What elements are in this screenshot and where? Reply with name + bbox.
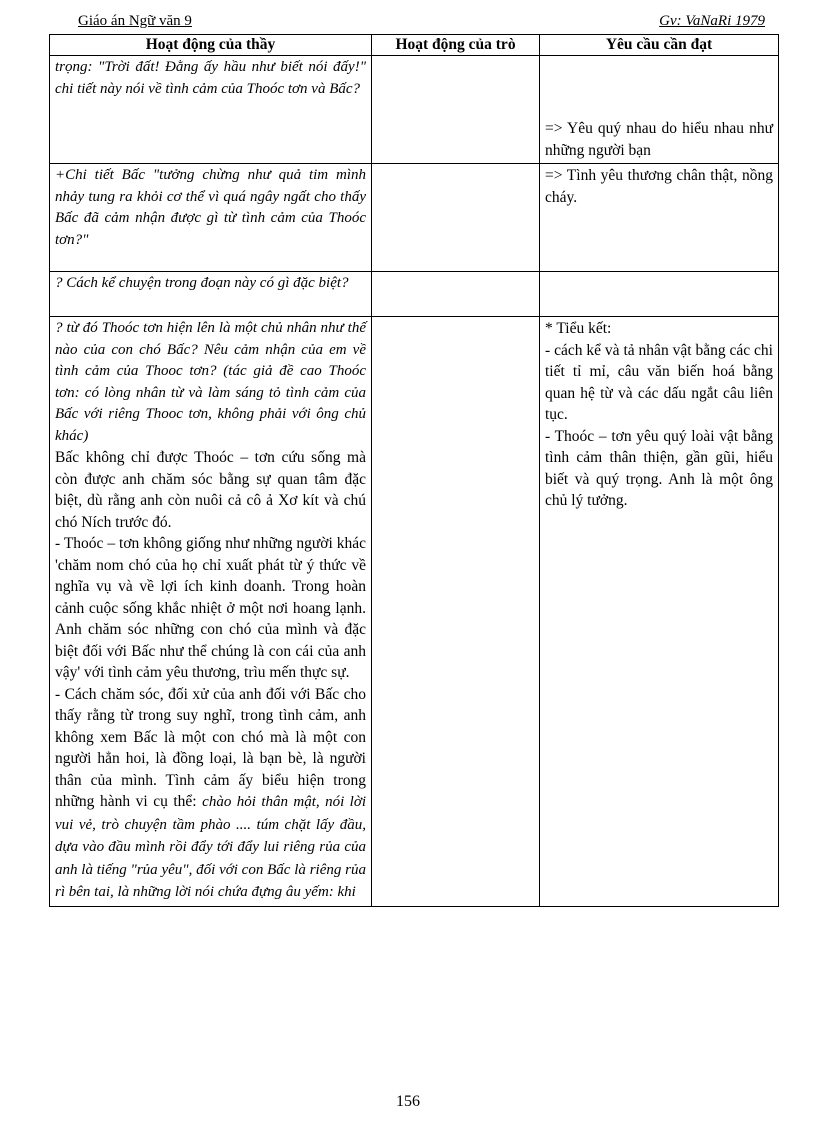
header-subject: Giáo án Ngữ văn 9: [78, 13, 192, 29]
table-row: [50, 317, 779, 907]
student-cell: [372, 164, 540, 272]
student-cell: [372, 317, 540, 907]
summary-point: - cách kể và tả nhân vật bằng các chi tiết tỉ mỉ, câu văn biến hoá bằng quan hệ từ và các dấu ngắt câu liên tục.: [545, 341, 773, 423]
requirement-cell: [540, 317, 779, 907]
table-row: [50, 272, 779, 317]
column-header-student: Hoạt động của trò: [372, 35, 540, 56]
teacher-text: ? Cách kể chuyện trong đoạn này có gì đặc biệt?: [55, 275, 349, 291]
teacher-paragraph: [55, 684, 366, 904]
requirement-text: => Yêu quý nhau do hiểu nhau như những người bạn: [545, 120, 773, 159]
teacher-cell: [50, 317, 372, 907]
page-header: [78, 13, 765, 33]
teacher-cell: [50, 272, 372, 317]
column-header-teacher: Hoạt động của thầy: [50, 35, 372, 56]
teacher-text: trọng: "Trời đất! Đằng ấy hầu như biết nói đấy!" chi tiết này nói về tình cảm của Thoóc tơn và Bấc?: [55, 59, 366, 97]
requirement-cell: [540, 272, 779, 317]
requirement-cell: [540, 56, 779, 164]
student-cell: [372, 272, 540, 317]
header-author: Gv: VaNaRi 1979: [659, 13, 765, 29]
summary-title: * Tiểu kết:: [545, 320, 612, 337]
teacher-paragraph: Bấc không chỉ được Thoóc – tơn cứu sống mà còn được anh chăm sóc bằng sự quan tâm đặc biệt, dù rằng anh còn nuôi cả cô ả Xơ kít và chú chó Ních trước đó.: [55, 449, 366, 531]
summary-point: - Thoóc – tơn yêu quý loài vật bằng tình cảm thân thiện, gần gũi, hiểu biết và quý trọng. Anh là một ông chủ lý tưởng.: [545, 427, 773, 509]
requirement-cell: [540, 164, 779, 272]
table-row: [50, 56, 779, 164]
table-row: [50, 164, 779, 272]
lesson-table: [49, 34, 779, 907]
requirement-text: => Tình yêu thương chân thật, nồng cháy.: [545, 167, 773, 206]
teacher-cell: [50, 56, 372, 164]
teacher-paragraph: - Thoóc – tơn không giống như những người khác 'chăm nom chó của họ chỉ xuất phát từ ý thức về nghĩa vụ và về lợi ích kinh doanh. Trong hoàn cảnh cuộc sống khắc nhiệt ở một nơi hoang lạnh. Anh chăm sóc những con chó của mình và đặc biệt đối với Bấc như thể chúng là con cái của anh vậy' với tình cảm yêu thương, trìu mến thực sự.: [55, 535, 366, 681]
teacher-paragraph-italic: chào hỏi thân mật, nói lời vui vẻ, trò chuyện tầm phào .... túm chặt lấy đầu, dựa vào đầu mình rồi đẩy tới đẩy lui riêng rủa của anh là tiếng "rủa yêu", đối với con Bấc là riêng rủa rì bên tai, là những lời nói chứa đựng âu yếm: khi: [55, 794, 366, 900]
teacher-cell: [50, 164, 372, 272]
teacher-question: ? từ đó Thoóc tơn hiện lên là một chủ nhân như thế nào của con chó Bấc? Nêu cảm nhận của em về tình cảm của Thooc tơn? (tác giả đề cao Thoóc tơn: có lòng nhân từ và làm sáng tỏ tình cảm của Bấc với riêng Thooc tơn, không phải với ông chủ khác): [55, 320, 366, 444]
table-header-row: [50, 35, 779, 56]
page-number: 156: [396, 1093, 420, 1110]
teacher-text: +Chi tiết Bấc "tưởng chừng như quả tim mình nhảy tung ra khỏi cơ thể vì quá ngây ngất cho thấy Bấc đã cảm nhận được gì từ tình cảm của Thoóc tơn?": [55, 167, 366, 248]
student-cell: [372, 56, 540, 164]
column-header-requirement: Yêu cầu cần đạt: [540, 35, 779, 56]
teacher-paragraph-text: - Cách chăm sóc, đối xử của anh đối với Bấc cho thấy rằng từ trong suy nghĩ, trong tình cảm, anh không xem Bấc là một con chó mà là một con người hẳn hoi, là đồng loại, là bạn bè, là người thân của mình. Tình cảm ấy biểu hiện trong những hành vi cụ thể:: [55, 685, 366, 810]
